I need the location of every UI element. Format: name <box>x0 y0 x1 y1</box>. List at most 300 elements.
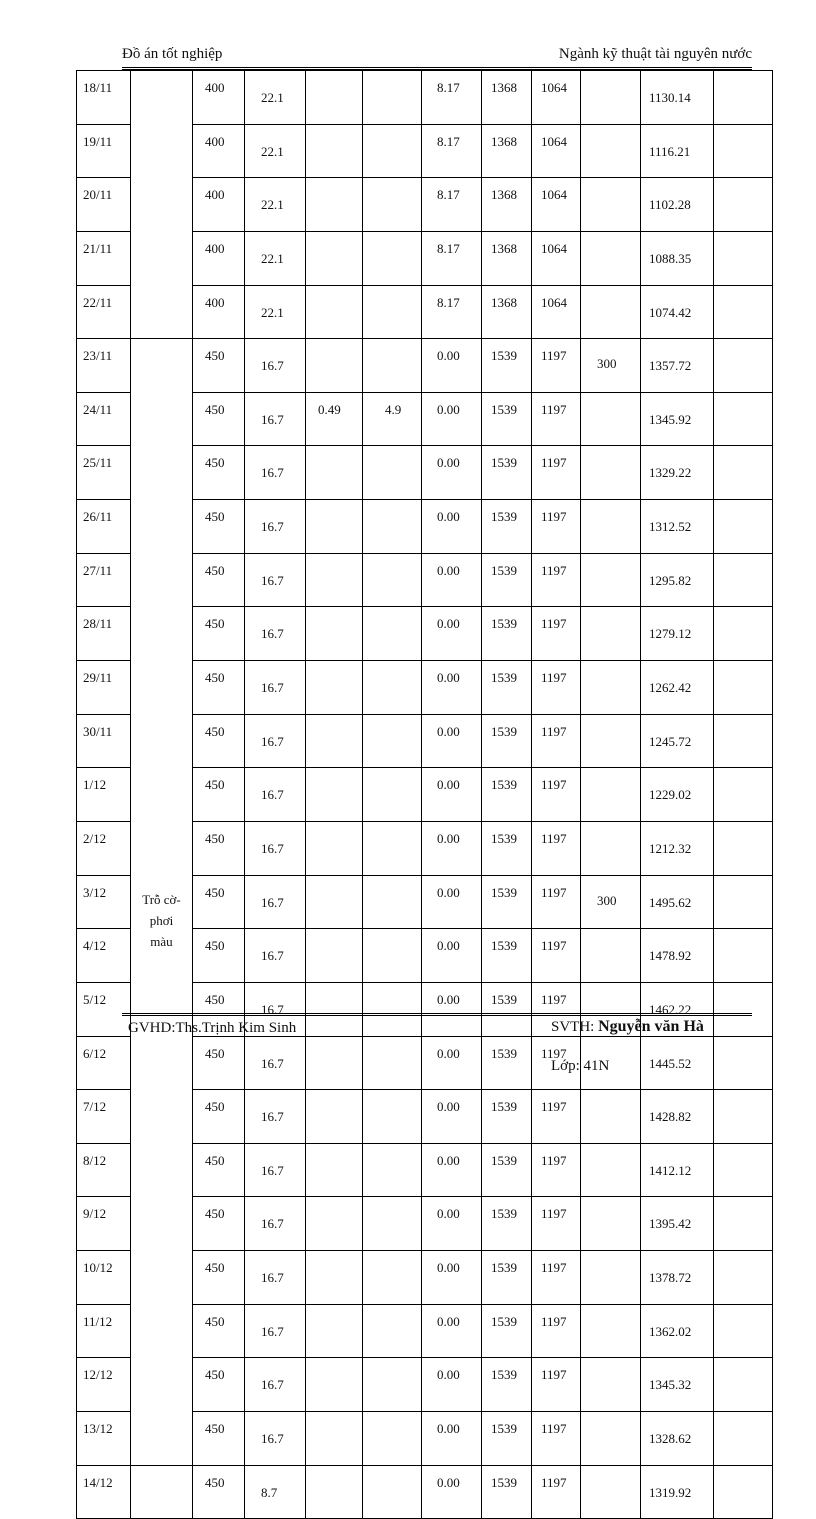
cell-value: 22.1 <box>261 250 284 266</box>
header-left: Đồ án tốt nghiệp <box>122 46 223 62</box>
cell-c <box>422 339 482 393</box>
cell-c <box>422 1251 482 1305</box>
cell-k <box>714 500 773 554</box>
cell-value: 11/12 <box>83 1313 113 1329</box>
cell-value: 0.00 <box>437 1099 460 1115</box>
footer-rule-double <box>122 1015 752 1016</box>
cell-n <box>245 929 306 983</box>
cell-date <box>77 607 131 661</box>
cell-value: 1539 <box>491 562 517 578</box>
cell-c <box>422 1143 482 1197</box>
cell-value: 8.7 <box>261 1484 278 1500</box>
cell-value: 1197 <box>541 455 567 471</box>
cell-b <box>363 821 422 875</box>
cell-value: 1328.62 <box>649 1431 692 1447</box>
cell-e <box>532 661 581 715</box>
cell-d <box>482 1412 532 1466</box>
cell-g <box>581 285 641 339</box>
cell-k <box>714 661 773 715</box>
cell-a <box>306 1358 363 1412</box>
cell-value: 1539 <box>491 670 517 686</box>
cell-value: 1212.32 <box>649 840 692 856</box>
cell-e <box>532 231 581 285</box>
cell-c <box>422 553 482 607</box>
cell-value: 400 <box>205 240 225 256</box>
cell-value: 22.1 <box>261 197 284 213</box>
cell-a <box>306 339 363 393</box>
cell-b <box>363 768 422 822</box>
cell-k <box>714 1143 773 1197</box>
cell-value: 450 <box>205 1474 225 1490</box>
cell-q <box>193 553 245 607</box>
cell-n <box>245 714 306 768</box>
cell-value: 16.7 <box>261 1323 284 1339</box>
cell-h <box>641 392 714 446</box>
cell-e <box>532 285 581 339</box>
cell-value: 6/12 <box>83 1045 107 1061</box>
cell-date <box>77 768 131 822</box>
cell-g <box>581 1090 641 1144</box>
cell-g <box>581 71 641 125</box>
cell-b <box>363 929 422 983</box>
cell-e <box>532 124 581 178</box>
cell-c <box>422 875 482 929</box>
cell-k <box>714 982 773 1036</box>
cell-e <box>532 875 581 929</box>
cell-q <box>193 446 245 500</box>
cell-q <box>193 1143 245 1197</box>
cell-q <box>193 661 245 715</box>
cell-n <box>245 1465 306 1519</box>
cell-value: 0.00 <box>437 401 460 417</box>
cell-h <box>641 875 714 929</box>
cell-c <box>422 285 482 339</box>
cell-n <box>245 1197 306 1251</box>
cell-e <box>532 1143 581 1197</box>
cell-value: 0.00 <box>437 1206 460 1222</box>
cell-n <box>245 553 306 607</box>
cell-date <box>77 231 131 285</box>
cell-date <box>77 1412 131 1466</box>
table-body <box>77 71 773 1519</box>
cell-c <box>422 821 482 875</box>
cell-e <box>532 1304 581 1358</box>
cell-value: 1064 <box>541 240 567 256</box>
table-row <box>77 339 773 393</box>
cell-a <box>306 982 363 1036</box>
cell-a <box>306 875 363 929</box>
cell-q <box>193 821 245 875</box>
cell-k <box>714 285 773 339</box>
cell-q <box>193 392 245 446</box>
cell-q <box>193 231 245 285</box>
cell-value: 16.7 <box>261 733 284 749</box>
cell-value: 1345.32 <box>649 1377 692 1393</box>
cell-value: 1539 <box>491 777 517 793</box>
cell-date <box>77 1251 131 1305</box>
cell-h <box>641 1090 714 1144</box>
cell-date <box>77 71 131 125</box>
cell-value: 1262.42 <box>649 680 692 696</box>
cell-value: 1368 <box>491 294 517 310</box>
cell-value: 1064 <box>541 133 567 149</box>
cell-e <box>532 929 581 983</box>
page-header <box>122 44 752 68</box>
cell-value: 19/11 <box>83 133 113 149</box>
cell-value: 450 <box>205 1045 225 1061</box>
cell-c <box>422 982 482 1036</box>
cell-value: 450 <box>205 348 225 364</box>
cell-value: 1539 <box>491 938 517 954</box>
table-row <box>77 1465 773 1519</box>
cell-c <box>422 661 482 715</box>
cell-n <box>245 1412 306 1466</box>
cell-value: 25/11 <box>83 455 113 471</box>
cell-value: 0.00 <box>437 348 460 364</box>
cell-n <box>245 1090 306 1144</box>
cell-h <box>641 553 714 607</box>
cell-a <box>306 71 363 125</box>
cell-k <box>714 875 773 929</box>
cell-a <box>306 714 363 768</box>
cell-g <box>581 1412 641 1466</box>
cell-date <box>77 392 131 446</box>
cell-value: 1064 <box>541 80 567 95</box>
cell-value: 16.7 <box>261 572 284 588</box>
cell-k <box>714 714 773 768</box>
cell-n <box>245 392 306 446</box>
cell-d <box>482 124 532 178</box>
cell-value: 4/12 <box>83 938 107 954</box>
cell-a <box>306 929 363 983</box>
cell-g <box>581 607 641 661</box>
cell-n <box>245 446 306 500</box>
cell-value: 1197 <box>541 1045 567 1061</box>
cell-value: 3/12 <box>83 884 107 900</box>
cell-b <box>363 875 422 929</box>
cell-value: 1539 <box>491 1045 517 1061</box>
cell-value: 1197 <box>541 723 567 739</box>
cell-d <box>482 339 532 393</box>
cell-d <box>482 500 532 554</box>
cell-q <box>193 1465 245 1519</box>
cell-date <box>77 1090 131 1144</box>
cell-value: 0.00 <box>437 1367 460 1383</box>
cell-value: 16.7 <box>261 948 284 964</box>
cell-d <box>482 1358 532 1412</box>
cell-d <box>482 1251 532 1305</box>
cell-a <box>306 1036 363 1090</box>
cell-value: 1197 <box>541 884 567 900</box>
cell-q <box>193 1090 245 1144</box>
cell-g <box>581 500 641 554</box>
cell-h <box>641 1412 714 1466</box>
cell-value: 13/12 <box>83 1421 113 1437</box>
cell-date <box>77 661 131 715</box>
cell-e <box>532 768 581 822</box>
cell-q <box>193 1304 245 1358</box>
cell-b <box>363 1465 422 1519</box>
cell-d <box>482 661 532 715</box>
cell-value: 0.00 <box>437 723 460 739</box>
cell-e <box>532 178 581 232</box>
cell-q <box>193 607 245 661</box>
cell-e <box>532 446 581 500</box>
cell-n <box>245 1036 306 1090</box>
cell-date <box>77 1197 131 1251</box>
cell-value: 0.00 <box>437 670 460 686</box>
cell-q <box>193 929 245 983</box>
cell-value: 22.1 <box>261 143 284 159</box>
cell-b <box>363 1197 422 1251</box>
cell-e <box>532 607 581 661</box>
cell-value: 1102.28 <box>649 197 691 213</box>
cell-value: 300 <box>597 356 617 372</box>
cell-d <box>482 982 532 1036</box>
cell-value: 16.7 <box>261 1109 284 1125</box>
cell-g <box>581 446 641 500</box>
cell-value: 16.7 <box>261 1377 284 1393</box>
cell-n <box>245 124 306 178</box>
cell-date <box>77 285 131 339</box>
cell-k <box>714 1036 773 1090</box>
cell-h <box>641 929 714 983</box>
cell-value: 450 <box>205 1099 225 1115</box>
cell-c <box>422 1036 482 1090</box>
cell-h <box>641 607 714 661</box>
cell-value: 7/12 <box>83 1099 107 1115</box>
cell-value: 2/12 <box>83 830 107 846</box>
cell-value: 1064 <box>541 294 567 310</box>
cell-value: 1197 <box>541 616 567 632</box>
cell-value: 16.7 <box>261 411 284 427</box>
cell-value: 8.17 <box>437 240 460 256</box>
cell-b <box>363 339 422 393</box>
cell-e <box>532 714 581 768</box>
cell-value: 450 <box>205 1260 225 1276</box>
cell-value: 1539 <box>491 348 517 364</box>
cell-date <box>77 1143 131 1197</box>
cell-value: 1378.72 <box>649 1270 692 1286</box>
cell-date <box>77 339 131 393</box>
cell-a <box>306 285 363 339</box>
cell-h <box>641 1251 714 1305</box>
cell-value: 450 <box>205 777 225 793</box>
cell-e <box>532 392 581 446</box>
cell-value: 1197 <box>541 670 567 686</box>
cell-value: 1245.72 <box>649 733 692 749</box>
cell-value: 12/12 <box>83 1367 113 1383</box>
cell-value: 1539 <box>491 830 517 846</box>
cell-k <box>714 339 773 393</box>
cell-a <box>306 1251 363 1305</box>
cell-a <box>306 231 363 285</box>
cell-a <box>306 1143 363 1197</box>
cell-d <box>482 1036 532 1090</box>
cell-q <box>193 500 245 554</box>
cell-value: 1539 <box>491 1421 517 1437</box>
cell-value: 1064 <box>541 187 567 203</box>
cell-value: 450 <box>205 884 225 900</box>
cell-c <box>422 1412 482 1466</box>
cell-h <box>641 1143 714 1197</box>
cell-value: 1197 <box>541 1260 567 1276</box>
cell-e <box>532 821 581 875</box>
cell-g <box>581 1197 641 1251</box>
cell-d <box>482 1143 532 1197</box>
cell-d <box>482 71 532 125</box>
episode-label: Trỗ cờ-phơi màu <box>142 891 181 949</box>
cell-n <box>245 500 306 554</box>
water-balance-table <box>76 70 773 1519</box>
cell-value: 1412.12 <box>649 1162 692 1178</box>
cell-date <box>77 982 131 1036</box>
cell-value: 16.7 <box>261 358 284 374</box>
cell-a <box>306 607 363 661</box>
cell-h <box>641 71 714 125</box>
cell-value: 1368 <box>491 80 517 95</box>
cell-value: 1197 <box>541 991 567 1007</box>
cell-k <box>714 1465 773 1519</box>
cell-b <box>363 1036 422 1090</box>
cell-value: 1539 <box>491 1474 517 1490</box>
cell-value: 300 <box>597 892 617 908</box>
cell-n <box>245 607 306 661</box>
cell-k <box>714 607 773 661</box>
cell-d <box>482 285 532 339</box>
cell-c <box>422 71 482 125</box>
cell-e <box>532 339 581 393</box>
cell-q <box>193 71 245 125</box>
cell-value: 1478.92 <box>649 948 692 964</box>
cell-value: 1197 <box>541 830 567 846</box>
cell-value: 16.7 <box>261 1055 284 1071</box>
cell-value: 22.1 <box>261 304 284 320</box>
cell-value: 0.00 <box>437 1260 460 1276</box>
cell-d <box>482 1197 532 1251</box>
cell-g <box>581 1465 641 1519</box>
cell-h <box>641 1304 714 1358</box>
cell-date <box>77 1358 131 1412</box>
cell-value: 1/12 <box>83 777 107 793</box>
cell-b <box>363 178 422 232</box>
cell-g <box>581 1304 641 1358</box>
cell-c <box>422 1197 482 1251</box>
cell-k <box>714 1304 773 1358</box>
cell-a <box>306 1465 363 1519</box>
cell-g <box>581 1143 641 1197</box>
cell-b <box>363 1143 422 1197</box>
cell-q <box>193 285 245 339</box>
cell-value: 16.7 <box>261 1001 284 1017</box>
cell-h <box>641 1358 714 1412</box>
cell-value: 24/11 <box>83 401 113 417</box>
cell-value: 23/11 <box>83 348 113 364</box>
cell-g <box>581 875 641 929</box>
cell-value: 1539 <box>491 455 517 471</box>
cell-g <box>581 768 641 822</box>
cell-value: 1539 <box>491 1206 517 1222</box>
cell-value: 1197 <box>541 1206 567 1222</box>
cell-q <box>193 1358 245 1412</box>
cell-value: 450 <box>205 670 225 686</box>
cell-n <box>245 821 306 875</box>
cell-h <box>641 446 714 500</box>
cell-n <box>245 71 306 125</box>
table-row <box>77 71 773 125</box>
cell-date <box>77 1465 131 1519</box>
cell-g <box>581 178 641 232</box>
cell-a <box>306 768 363 822</box>
cell-b <box>363 231 422 285</box>
cell-a <box>306 178 363 232</box>
cell-c <box>422 178 482 232</box>
cell-value: 0.00 <box>437 1421 460 1437</box>
cell-value: 1312.52 <box>649 519 692 535</box>
cell-value: 8.17 <box>437 80 460 95</box>
cell-c <box>422 1358 482 1412</box>
cell-value: 16.7 <box>261 519 284 535</box>
cell-d <box>482 392 532 446</box>
cell-k <box>714 1197 773 1251</box>
cell-value: 20/11 <box>83 187 113 203</box>
cell-value: 4.9 <box>385 401 402 417</box>
cell-c <box>422 500 482 554</box>
cell-k <box>714 1090 773 1144</box>
cell-value: 450 <box>205 562 225 578</box>
footer-class: Lớp: 41N <box>551 1058 610 1074</box>
cell-a <box>306 446 363 500</box>
cell-value: 1197 <box>541 777 567 793</box>
cell-value: 22/11 <box>83 294 113 310</box>
cell-value: 1539 <box>491 1313 517 1329</box>
cell-k <box>714 1412 773 1466</box>
cell-value: 1428.82 <box>649 1109 692 1125</box>
cell-value: 1197 <box>541 938 567 954</box>
cell-value: 0.00 <box>437 509 460 525</box>
cell-value: 450 <box>205 1313 225 1329</box>
cell-q <box>193 124 245 178</box>
cell-value: 16.7 <box>261 1216 284 1232</box>
cell-value: 16.7 <box>261 1162 284 1178</box>
cell-d <box>482 768 532 822</box>
cell-value: 1539 <box>491 1152 517 1168</box>
student-name: Nguyễn văn Hà <box>598 1018 704 1035</box>
cell-n <box>245 231 306 285</box>
cell-e <box>532 1358 581 1412</box>
cell-value: 28/11 <box>83 616 113 632</box>
cell-value: 1539 <box>491 616 517 632</box>
cell-value: 8.17 <box>437 187 460 203</box>
cell-n <box>245 661 306 715</box>
cell-value: 450 <box>205 1367 225 1383</box>
cell-n <box>245 1143 306 1197</box>
footer-advisor: GVHD:Ths.Trịnh Kim Sinh <box>128 1020 297 1036</box>
cell-value: 16.7 <box>261 1431 284 1447</box>
cell-c <box>422 231 482 285</box>
episode-cell <box>131 1465 193 1519</box>
cell-d <box>482 821 532 875</box>
cell-value: 16.7 <box>261 1270 284 1286</box>
cell-value: 1345.92 <box>649 411 692 427</box>
cell-date <box>77 124 131 178</box>
cell-n <box>245 178 306 232</box>
cell-value: 1395.42 <box>649 1216 692 1232</box>
cell-value: 22.1 <box>261 90 284 105</box>
cell-value: 0.00 <box>437 455 460 471</box>
cell-b <box>363 1412 422 1466</box>
cell-a <box>306 1090 363 1144</box>
